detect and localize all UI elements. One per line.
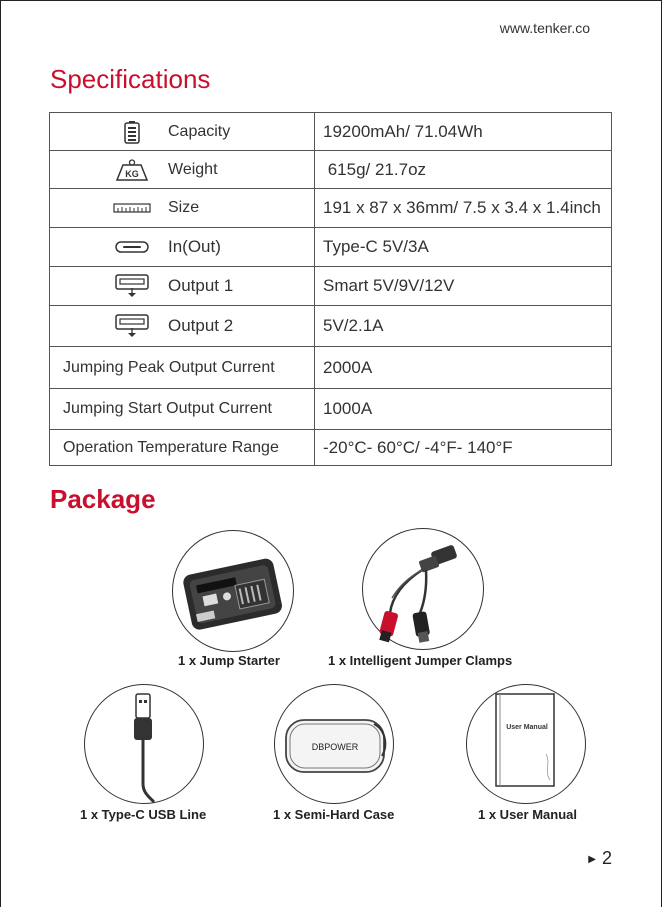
spec-label: Operation Temperature Range [63, 438, 279, 456]
weight-icon [102, 159, 162, 181]
manual-cover-text: User Manual [505, 723, 548, 731]
usb-port-icon [102, 314, 162, 338]
spec-value: 191 x 87 x 36mm/ 7.5 x 3.4 x 1.4inch [315, 189, 612, 228]
semi-hard-case-image [274, 684, 394, 804]
spec-value: Smart 5V/9V/12V [315, 267, 612, 306]
page-number [588, 848, 612, 869]
spec-label: Weight [168, 160, 218, 178]
spec-row-peak-current [50, 347, 612, 389]
battery-icon [102, 120, 162, 144]
package-label-manual: 1 x User Manual [478, 807, 577, 822]
package-label-jump-starter: 1 x Jump Starter [178, 653, 280, 668]
spec-row-size [50, 189, 612, 228]
spec-value: -20°C- 60°C/ -4°F- 140°F [315, 430, 612, 466]
package-label-clamps: 1 x Intelligent Jumper Clamps [328, 653, 513, 668]
spec-label: In(Out) [168, 237, 221, 256]
spec-row-temperature [50, 430, 612, 466]
spec-row-weight [50, 151, 612, 189]
package-label-usb-line: 1 x Type-C USB Line [80, 807, 207, 822]
spec-row-capacity [50, 113, 612, 151]
website-url: www.tenker.co [499, 20, 590, 36]
jumper-clamps-image [362, 528, 484, 650]
spec-label: Size [168, 199, 200, 216]
package-title: Package [50, 484, 156, 514]
spec-value: 615g/ 21.7oz [315, 151, 612, 189]
usb-line-image [84, 684, 204, 804]
usb-port-icon [102, 274, 162, 298]
page-number-text: 2 [601, 848, 612, 868]
package-label-case: 1 x Semi-Hard Case [273, 807, 395, 822]
spec-label: Jumping Start Output Current [63, 400, 272, 417]
spec-label: Jumping Peak Output Current [63, 358, 275, 376]
spec-row-in-out [50, 228, 612, 267]
spec-label: Output 2 [168, 316, 234, 335]
spec-value: 2000A [315, 347, 612, 389]
spec-row-start-current [50, 389, 612, 430]
spec-value: 5V/2.1A [315, 306, 612, 347]
type-c-port-icon [102, 241, 162, 253]
spec-label: Capacity [168, 122, 231, 140]
specifications-title: Specifications [50, 64, 211, 94]
triangle-right-icon: ▶ [588, 854, 596, 865]
spec-label: Output 1 [168, 276, 234, 295]
spec-value: Type-C 5V/3A [315, 228, 612, 267]
user-manual-image [466, 684, 586, 804]
spec-value: 19200mAh/ 71.04Wh [315, 113, 612, 151]
spec-row-output-1 [50, 267, 612, 306]
jump-starter-image [172, 530, 294, 652]
weight-icon-text: KG [125, 168, 139, 179]
specifications-table [49, 112, 612, 466]
spec-value: 1000A [315, 389, 612, 430]
ruler-icon [102, 203, 162, 213]
case-brand-text: DBPOWER [311, 741, 358, 752]
spec-row-output-2 [50, 306, 612, 347]
